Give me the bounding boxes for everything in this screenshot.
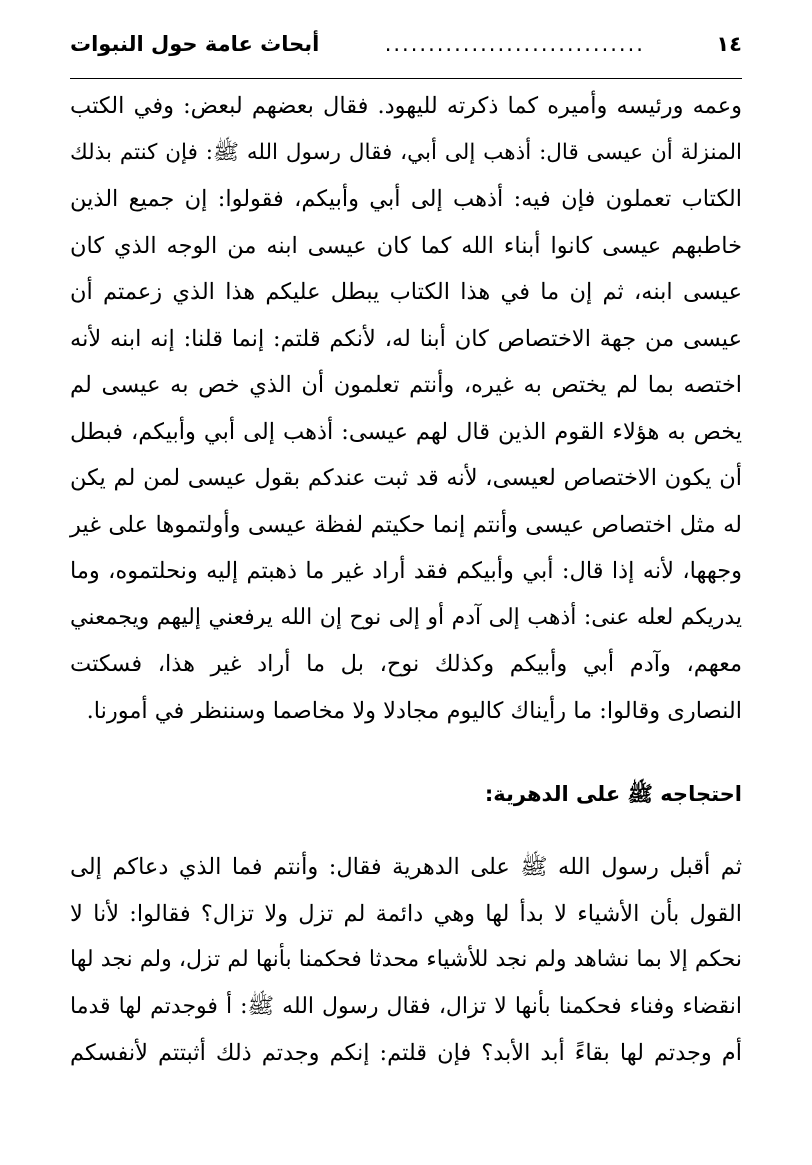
text-line: وعمه ورئيسه وأميره كما ذكرته لليهود. فقال بعضهم لبعض: وفي الكتب: [70, 93, 742, 119]
paragraph-dahriyya-debate: [70, 844, 742, 1077]
text-line: خاطبهم عيسى كانوا أبناء الله كما كان عيسى ابنه من الوجه الذي كان: [70, 232, 742, 259]
text-line: يدريكم لعله عنى: أذهب إلى آدم أو إلى نوح إن الله يرفعني إليهم ويجمعني: [70, 604, 742, 630]
running-title: أبحاث عامة حول النبوات: [70, 32, 320, 56]
text-line: عيسى ابنه، ثم إن ما في هذا الكتاب يبطل عليكم هذا الذي زعمتم أن: [70, 279, 742, 305]
text-line: انقضاء وفناء فحكمنا بأنها لا تزال، فقال رسول الله ﷺ: أ فوجدتم لها قدما: [70, 993, 742, 1019]
book-page: [70, 32, 742, 1077]
header-rule: [70, 78, 742, 79]
text-line: نحكم إلا بما نشاهد ولم نجد للأشياء محدثا فحكمنا بأنها لم تزل، ولم نجد لها: [70, 947, 742, 972]
text-line: المنزلة أن عيسى قال: أذهب إلى أبي، فقال رسول الله ﷺ: فإن كنتم بذلك: [70, 139, 742, 165]
running-header: [70, 32, 742, 78]
text-line: معهم، وآدم أبي وأبيكم وكذلك نوح، بل ما أراد غير هذا، فسكتت: [70, 651, 742, 677]
section-heading: احتجاجه ﷺ على الدهرية:: [484, 782, 742, 806]
text-line: النصارى وقالوا: ما رأيناك كاليوم مجادلا ولا مخاصما وسننظر في أمورنا.: [86, 697, 742, 724]
text-line: اختصه بما لم يختص به غيره، وأنتم تعلمون أن الذي خص به عيسى لم: [70, 372, 742, 398]
text-line: له مثل اختصاص عيسى وأنتم إنما حكيتم لفظة عيسى وأولتموها على غير: [70, 511, 742, 538]
text-line: أن يكون الاختصاص لعيسى، لأنه قد ثبت عندكم بقول عيسى لمن لم يكن: [70, 465, 742, 491]
page-number: ١٤: [716, 32, 742, 56]
text-line: يخص به هؤلاء القوم الذين قال لهم عيسى: أذهب إلى أبي وأبيكم، فبطل: [70, 418, 742, 445]
text-line: الكتاب تعملون فإن فيه: أذهب إلى أبي وأبيكم، فقولوا: إن جميع الذين: [70, 186, 742, 212]
header-dot-leader: ..............................: [384, 32, 645, 56]
text-line: ثم أقبل رسول الله ﷺ على الدهرية فقال: وأنتم فما الذي دعاكم إلى: [70, 854, 742, 880]
text-line: القول بأن الأشياء لا بدأ لها وهي دائمة لم تزل ولا تزال؟ فقالوا: لأنا لا: [70, 900, 742, 927]
text-line: وجهها، لأنه إذا قال: أبي وأبيكم فقد أراد غير ما ذهبتم إليه ونحلتموه، وما: [70, 558, 742, 584]
text-line: أم وجدتم لها بقاءً أبد الأبد؟ فإن قلتم: إنكم وجدتم ذلك أثبتتم لأنفسكم: [70, 1040, 742, 1066]
paragraph-christians-debate: [70, 83, 742, 734]
text-line: عيسى من جهة الاختصاص كان أبنا له، لأنكم قلتم: إنما قلنا: إنه ابنه لأنه: [70, 325, 742, 352]
